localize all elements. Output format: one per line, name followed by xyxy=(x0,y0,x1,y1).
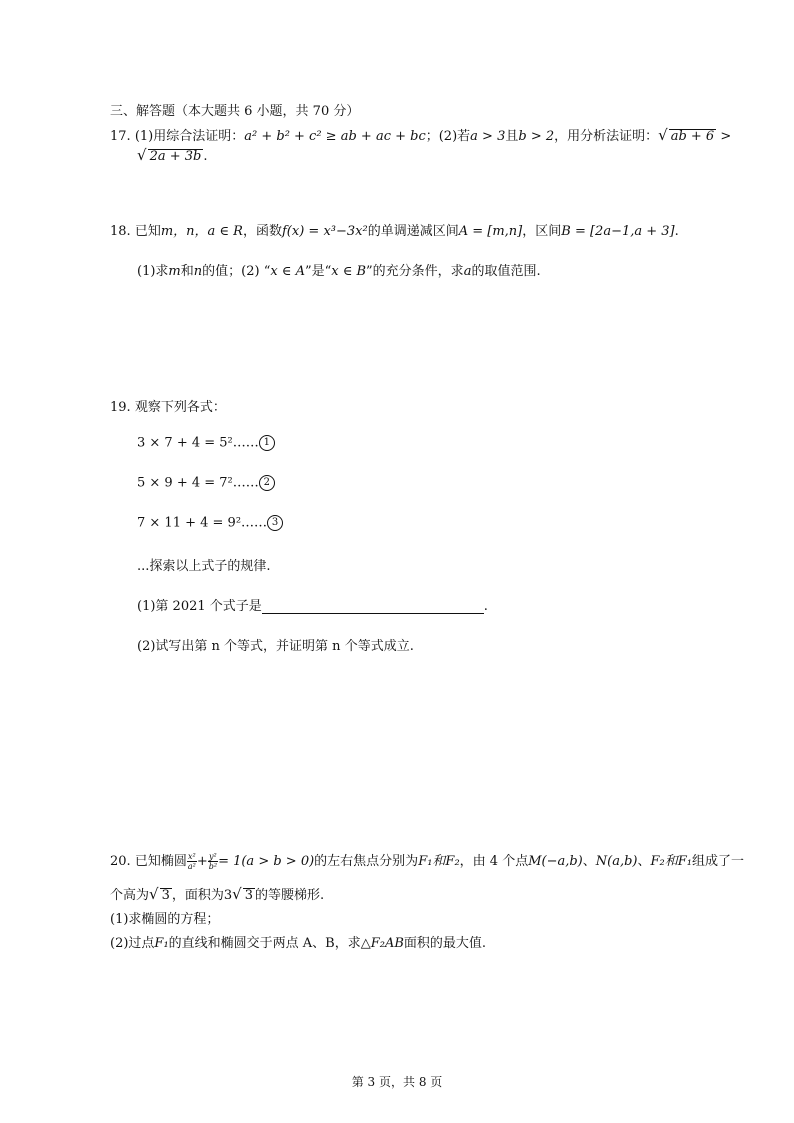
sqrt-symbol: √ xyxy=(658,126,668,144)
equation-3: 7 × 11 + 4 = 9²…… 3 xyxy=(137,515,283,531)
sqrt-radicand: 2a + 3b xyxy=(149,149,202,164)
math-function: f(x) = x³−3x² xyxy=(282,224,368,239)
question-18: 18. 已知m，n，a ∈ R，函数f(x) = x³−3x²的单调递减区间A = [m,n]，区间B = [2a−1,a + 3]. xyxy=(110,224,679,239)
question-20-part1: (1)求椭圆的方程； xyxy=(110,912,220,927)
question-19-part1: (1)第 2021 个式子是 . xyxy=(137,599,488,614)
math-condition-a: a > 3 xyxy=(470,129,506,144)
question-17: 17. (1)用综合法证明：a² + b² + c² ≥ ab + ac + bc；(2)若a > 3且b > 2，用分析法证明：√ ab + 6 > xyxy=(110,126,732,144)
question-20-part2: (2)过点F₁的直线和椭圆交于两点 A、B，求△F₂AB面积的最大值. xyxy=(110,936,487,951)
math-set-b: B = [2a−1,a + 3] xyxy=(561,224,675,239)
equation-2: 5 × 9 + 4 = 7²…… 2 xyxy=(137,475,275,491)
sqrt-symbol: √ xyxy=(149,885,159,903)
question-text: (1)用综合法证明： xyxy=(134,129,245,144)
fraction-x: $\frac{\text{x²}}{\text{a²}}$ xyxy=(187,852,196,871)
question-19: 19. 观察下列各式： xyxy=(110,400,226,415)
fraction-y: $\frac{\text{y²}}{\text{b²}}$ xyxy=(208,852,218,871)
question-18-parts: (1)求m和n的值；(2) “x ∈ A”是“x ∈ B”的充分条件，求a的取值范围. xyxy=(137,264,541,279)
sqrt-symbol: √ xyxy=(137,146,147,164)
circled-number: 2 xyxy=(259,475,275,491)
question-number: 18. xyxy=(110,224,131,239)
page-footer: 第 3 页，共 8 页 xyxy=(351,1075,443,1089)
sqrt-symbol: √ xyxy=(232,885,242,903)
question-number: 20. xyxy=(110,854,131,869)
explore-text: ...探索以上式子的规律. xyxy=(137,559,271,574)
question-number: 17. xyxy=(110,129,131,144)
question-19-part2: (2)试写出第 n 个等式，并证明第 n 个等式成立. xyxy=(137,639,414,654)
math-set-a: A = [m,n] xyxy=(458,224,523,239)
math-inequality: a² + b² + c² ≥ ab + ac + bc xyxy=(244,129,426,144)
math-condition-b: b > 2 xyxy=(518,129,555,144)
equation-1: 3 × 7 + 4 = 5²…… 1 xyxy=(137,435,275,451)
question-20-line2: 个高为√ 3 ，面积为3√ 3 的等腰梯形. xyxy=(110,885,325,903)
answer-blank xyxy=(262,601,484,614)
question-number: 19. xyxy=(110,400,131,415)
sqrt-radicand: ab + 6 xyxy=(670,129,715,144)
math-vars: m，n，a ∈ R xyxy=(160,224,243,239)
question-20: 20. 已知椭圆 $\frac{\text{x²}}{\text{a²}}$ + $\frac{\text{y²}}{\text{b²}}$ = 1(a > b > 0)的左右焦点分别为F₁和F₂，由 4 个点M(−a,b)、N(a,b)、F₂和F₁组成了一 xyxy=(110,852,745,871)
circled-number: 3 xyxy=(267,515,283,531)
section-title: 三、解答题（本大题共 6 小题，共 70 分） xyxy=(110,104,360,119)
circled-number: 1 xyxy=(259,435,275,451)
question-17-line2: √ 2a + 3b . xyxy=(137,146,208,164)
